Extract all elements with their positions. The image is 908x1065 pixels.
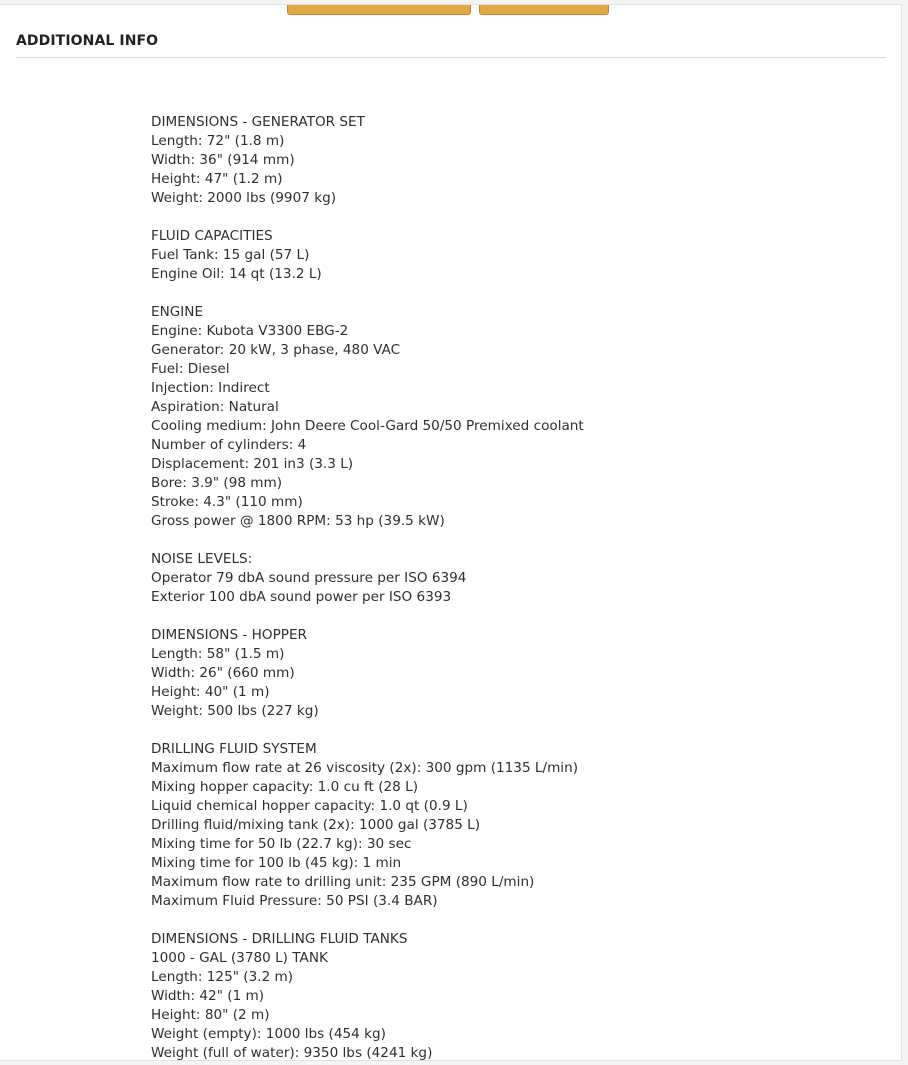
spec-line: Mixing time for 50 lb (22.7 kg): 30 sec: [151, 836, 412, 852]
spec-group: [151, 930, 851, 1061]
action-button-primary[interactable]: [287, 4, 471, 15]
spec-group-heading: DIMENSIONS - GENERATOR SET: [151, 114, 365, 130]
spec-line: Maximum flow rate at 26 viscosity (2x): 300 gpm (1135 L/min): [151, 760, 579, 776]
spec-group: [151, 227, 851, 284]
spec-group-heading: DRILLING FLUID SYSTEM: [151, 741, 317, 757]
spec-line: Weight (empty): 1000 lbs (454 kg): [151, 1026, 386, 1042]
spec-line: Number of cylinders: 4: [151, 437, 307, 453]
spec-line: Displacement: 201 in3 (3.3 L): [151, 456, 354, 472]
spec-line: Gross power @ 1800 RPM: 53 hp (39.5 kW): [151, 513, 445, 529]
spec-group: [151, 303, 851, 531]
section-title: ADDITIONAL INFO: [16, 33, 159, 49]
spec-list: [151, 113, 851, 1061]
spec-line: Stroke: 4.3" (110 mm): [151, 494, 303, 510]
additional-info-panel: [0, 4, 902, 1061]
action-button-secondary[interactable]: [479, 4, 609, 15]
spec-line: Generator: 20 kW, 3 phase, 480 VAC: [151, 342, 401, 358]
spec-line: Operator 79 dbA sound pressure per ISO 6394: [151, 570, 467, 586]
spec-line: Weight (full of water): 9350 lbs (4241 kg): [151, 1045, 433, 1061]
spec-line: Bore: 3.9" (98 mm): [151, 475, 283, 491]
spec-line: Height: 47" (1.2 m): [151, 171, 283, 187]
spec-line: Length: 72" (1.8 m): [151, 133, 285, 149]
spec-line: Height: 80" (2 m): [151, 1007, 270, 1023]
spec-line: Drilling fluid/mixing tank (2x): 1000 gal (3785 L): [151, 817, 481, 833]
spec-line: Liquid chemical hopper capacity: 1.0 qt (0.9 L): [151, 798, 468, 814]
spec-line: Mixing time for 100 lb (45 kg): 1 min: [151, 855, 402, 871]
spec-line: Mixing hopper capacity: 1.0 cu ft (28 L): [151, 779, 419, 795]
spec-line: Width: 36" (914 mm): [151, 152, 295, 168]
spec-line: Exterior 100 dbA sound power per ISO 6393: [151, 589, 452, 605]
spec-group: [151, 626, 851, 721]
spec-group: [151, 740, 851, 911]
spec-line: 1000 - GAL (3780 L) TANK: [151, 950, 328, 966]
spec-line: Maximum Fluid Pressure: 50 PSI (3.4 BAR): [151, 893, 438, 909]
spec-group: [151, 113, 851, 208]
spec-line: Width: 26" (660 mm): [151, 665, 295, 681]
spec-line: Weight: 2000 lbs (9907 kg): [151, 190, 337, 206]
spec-line: Engine Oil: 14 qt (13.2 L): [151, 266, 322, 282]
spec-line: Fuel Tank: 15 gal (57 L): [151, 247, 310, 263]
spec-line: Injection: Indirect: [151, 380, 270, 396]
spec-line: Aspiration: Natural: [151, 399, 279, 415]
spec-line: Weight: 500 lbs (227 kg): [151, 703, 319, 719]
spec-line: Cooling medium: John Deere Cool-Gard 50/50 Premixed coolant: [151, 418, 584, 434]
spec-line: Height: 40" (1 m): [151, 684, 270, 700]
spec-group-heading: ENGINE: [151, 304, 204, 320]
spec-line: Maximum flow rate to drilling unit: 235 GPM (890 L/min): [151, 874, 535, 890]
spec-group-heading: FLUID CAPACITIES: [151, 228, 273, 244]
spec-line: Length: 58" (1.5 m): [151, 646, 285, 662]
spec-line: Engine: Kubota V3300 EBG-2: [151, 323, 349, 339]
spec-group-heading: NOISE LEVELS:: [151, 551, 253, 567]
spec-group-heading: DIMENSIONS - HOPPER: [151, 627, 307, 643]
spec-line: Width: 42" (1 m): [151, 988, 265, 1004]
section-divider: [16, 57, 886, 58]
spec-line: Fuel: Diesel: [151, 361, 230, 377]
spec-group-heading: DIMENSIONS - DRILLING FLUID TANKS: [151, 931, 408, 947]
spec-line: Length: 125" (3.2 m): [151, 969, 294, 985]
spec-group: [151, 550, 851, 607]
